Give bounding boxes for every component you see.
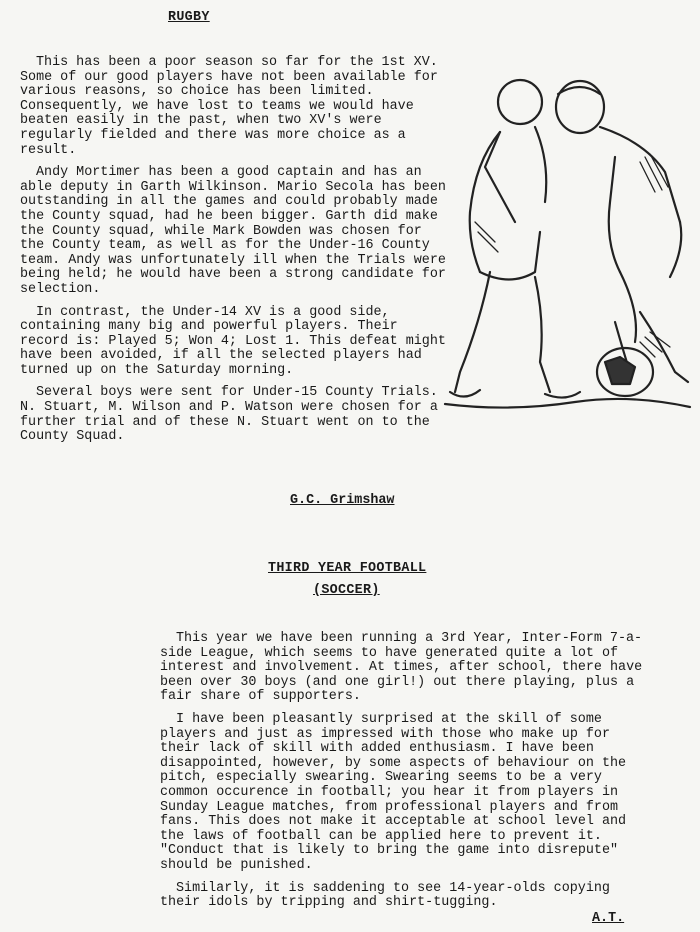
soccer-paragraph-2: I have been pleasantly surprised at the skill of some players and just as impressed with those who make up for their lack of skill with added enthusiasm. I have been disappointed, however, by some aspects of behaviour on the pitch, especially swearing. Swearing seems to be a very common occurence in football; you hear it from players in Sunday League matches, from professional players and from fans. This does not make it acceptable at school level and the laws of football can be applied here to prevent it. "Conduct that is likely to bring the game into disrepute" should be punished.: [160, 711, 627, 873]
rugby-paragraph-3: In contrast, the Under-14 XV is a good side, containing many big and powerful players. Their record is: Played 5; Won 4; Lost 1. This defeat might have been avoided, if all the selected players had turned up on the Saturday morning.: [20, 304, 446, 378]
soccer-paragraph-1: This year we have been running a 3rd Year, Inter-Form 7-a-side League, which seems to have generated quite a lot of interest and involvement. At times, after school, there have been over 30 boys (and one girl!) out there playing, plus a fair share of supporters.: [160, 631, 643, 705]
rugby-author: G.C. Grimshaw: [290, 493, 395, 508]
soccer-subtitle: (SOCCER): [313, 583, 380, 598]
rugby-paragraph-2: Andy Mortimer has been a good captain and has an able deputy in Garth Wilkinson. Mario Secola has been outstanding in all the games and could probably made the County squad, had he been bigger. Garth did make the County squad, while Mark Bowden was chosen for the County team, as well as for the Under-16 County team. Andy was unfortunately ill when the Trials were being held; he would have been a strong candidate for selection.: [20, 165, 446, 297]
soccer-title: THIRD YEAR FOOTBALL: [268, 561, 427, 576]
rugby-article: [20, 56, 450, 453]
soccer-author: A.T.: [592, 911, 625, 926]
rugby-paragraph-1: This has been a poor season so far for the 1st XV. Some of our good players have not been available for various reasons, so choice has been limited. Consequently, we have lost to teams we would have beaten easily in the past, when two XV's were regularly fielded and there was more choice as a result.: [20, 55, 438, 158]
soccer-paragraph-3: Similarly, it is saddening to see 14-year-olds copying their idols by tripping and shirt-tugging.: [160, 880, 610, 911]
rugby-title: RUGBY: [168, 10, 210, 25]
rugby-paragraph-4: Several boys were sent for Under-15 County Trials. N. Stuart, M. Wilson and P. Watson were chosen for a further trial and of these N. Stuart went on to the County Squad.: [20, 385, 438, 445]
soccer-article: [160, 632, 650, 919]
rugby-player-sketch-icon: [440, 72, 695, 427]
